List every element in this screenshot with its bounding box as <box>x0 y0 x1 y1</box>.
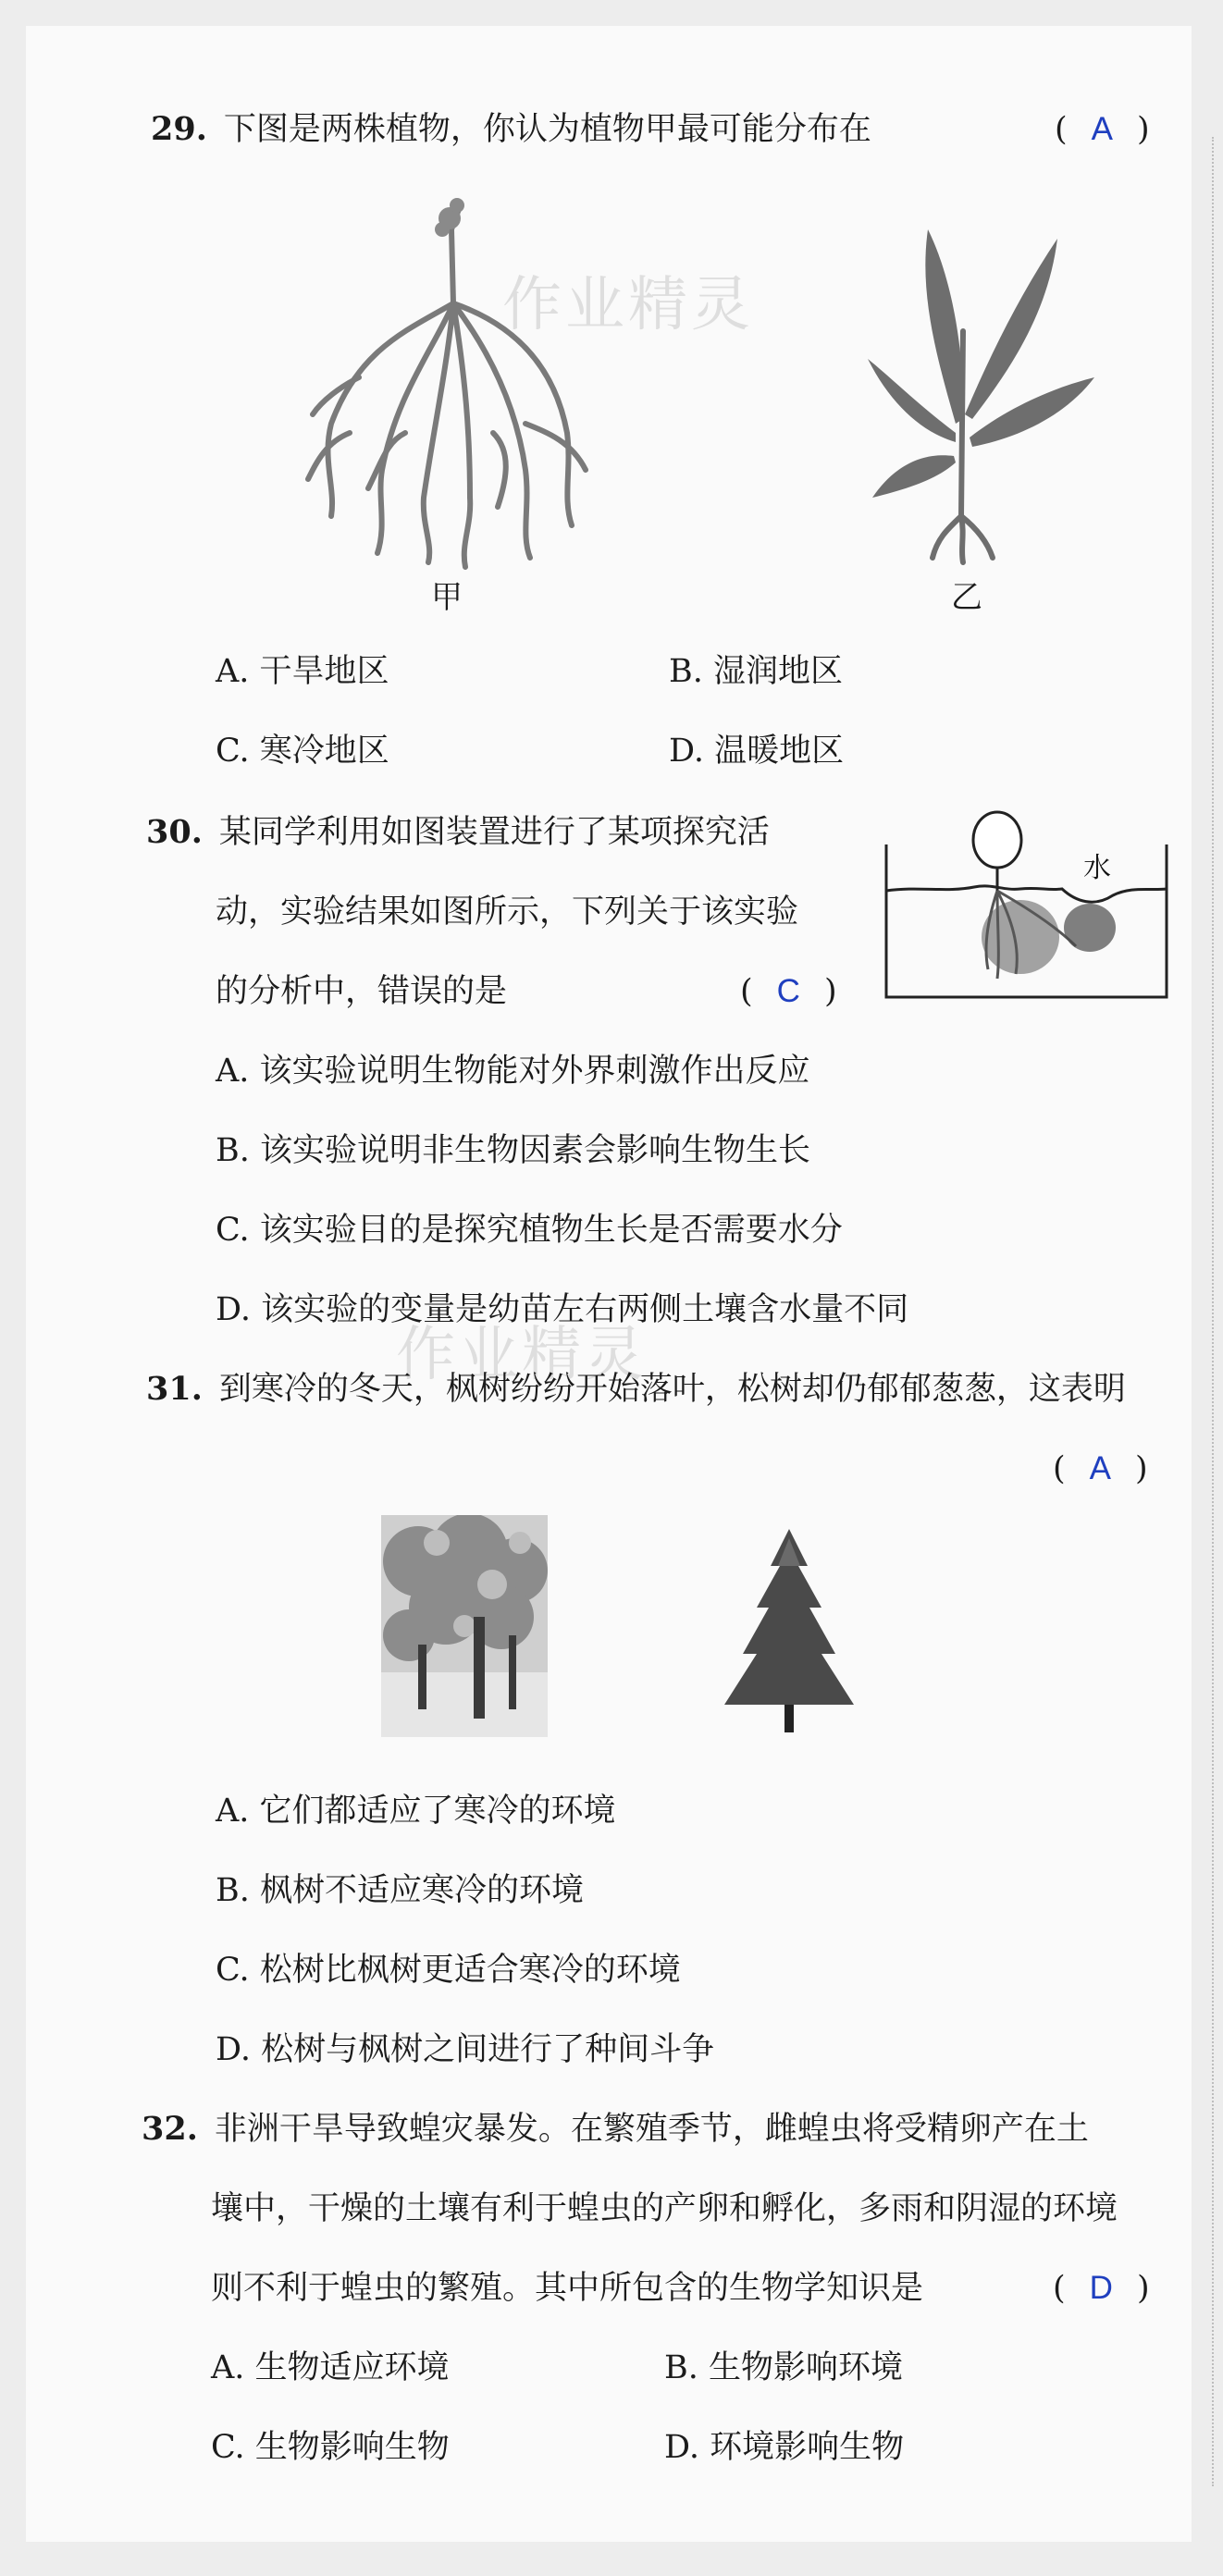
plant-yi-figure <box>863 220 1104 572</box>
paren-open: ( <box>1055 111 1068 148</box>
q30-number: 30. <box>146 813 203 851</box>
paren-close: ) <box>823 973 837 1010</box>
q30-stem-line-1 <box>146 814 770 851</box>
q31-option-b[interactable]: B. 枫树不适应寒冷的环境 <box>216 1872 584 1909</box>
q31-number: 31. <box>146 1370 203 1408</box>
q30-answer-box <box>740 973 837 1010</box>
fig-label-jia: 甲 <box>431 579 463 616</box>
q29-number: 29. <box>151 110 207 148</box>
margin-dotted-line <box>1212 137 1214 2486</box>
q31-answer: A <box>1089 1450 1112 1486</box>
q30-option-d[interactable]: D. 该实验的变量是幼苗左右两侧土壤含水量不同 <box>216 1291 909 1328</box>
pine-tree-photo <box>706 1524 872 1742</box>
q32-answer: D <box>1089 2270 1113 2306</box>
q31-option-d[interactable]: D. 松树与枫树之间进行了种间斗争 <box>216 2031 715 2068</box>
q32-answer-box <box>1053 2270 1150 2307</box>
q32-option-c[interactable]: C. 生物影响生物 <box>211 2429 450 2466</box>
paren-open: ( <box>1053 1450 1066 1487</box>
experiment-setup-figure <box>882 798 1173 1004</box>
q31-text: 到寒冷的冬天，枫树纷纷开始落叶，松树却仍郁郁葱葱，这表明 <box>218 1371 1126 1408</box>
q32-text-3: 则不利于蝗虫的繁殖。其中所包含的生物学知识是 <box>211 2270 924 2307</box>
maple-tree-photo <box>381 1515 548 1737</box>
q29-option-d[interactable]: D. 温暖地区 <box>669 733 845 770</box>
q31-option-a[interactable]: A. 它们都适应了寒冷的环境 <box>216 1793 616 1830</box>
q31-option-c[interactable]: C. 松树比枫树更适合寒冷的环境 <box>216 1952 681 1989</box>
q29-answer-box <box>1055 111 1150 148</box>
q30-text-1: 某同学利用如图装置进行了某项探究活 <box>218 814 770 851</box>
watermark: 作业精灵 <box>502 271 754 339</box>
q29-text: 下图是两株植物，你认为植物甲最可能分布在 <box>223 111 871 148</box>
q30-option-a[interactable]: A. 该实验说明生物能对外界刺激作出反应 <box>216 1053 810 1090</box>
paren-open: ( <box>740 973 753 1010</box>
q30-option-b[interactable]: B. 该实验说明非生物因素会影响生物生长 <box>216 1132 810 1169</box>
q29-answer: A <box>1091 111 1114 147</box>
q32-option-b[interactable]: B. 生物影响环境 <box>664 2349 903 2386</box>
q30-answer: C <box>776 973 800 1009</box>
q32-stem-line-1 <box>142 2111 1089 2148</box>
q30-text-2: 动，实验结果如图所示，下列关于该实验 <box>216 894 799 931</box>
fig-label-yi: 乙 <box>951 579 982 616</box>
water-label: 水 <box>1083 852 1111 884</box>
q29-option-a[interactable]: A. 干旱地区 <box>216 653 389 690</box>
paren-open: ( <box>1053 2270 1066 2307</box>
q29-option-b[interactable]: B. 湿润地区 <box>669 653 843 690</box>
worksheet-page <box>26 26 1192 2542</box>
paren-close: ) <box>1136 2270 1150 2307</box>
q32-text-1: 非洲干旱导致蝗灾暴发。在繁殖季节，雌蝗虫将受精卵产在土 <box>214 2111 1089 2148</box>
q29-option-c[interactable]: C. 寒冷地区 <box>216 733 389 770</box>
q31-answer-box <box>1053 1450 1148 1487</box>
q30-option-c[interactable]: C. 该实验目的是探究植物生长是否需要水分 <box>216 1212 843 1249</box>
q32-number: 32. <box>142 2110 198 2148</box>
q31-stem <box>146 1371 1126 1408</box>
paren-close: ) <box>1135 1450 1148 1487</box>
q29-stem <box>151 111 871 148</box>
q32-text-2: 壤中，干燥的土壤有利于蝗虫的产卵和孵化，多雨和阴湿的环境 <box>211 2190 1118 2227</box>
q32-option-a[interactable]: A. 生物适应环境 <box>211 2349 450 2386</box>
plant-jia-figure <box>294 192 599 581</box>
q30-text-3: 的分析中，错误的是 <box>216 973 508 1010</box>
watermark: 作业精灵 <box>396 1321 648 1389</box>
q32-option-d[interactable]: D. 环境影响生物 <box>664 2429 905 2466</box>
paren-close: ) <box>1137 111 1150 148</box>
